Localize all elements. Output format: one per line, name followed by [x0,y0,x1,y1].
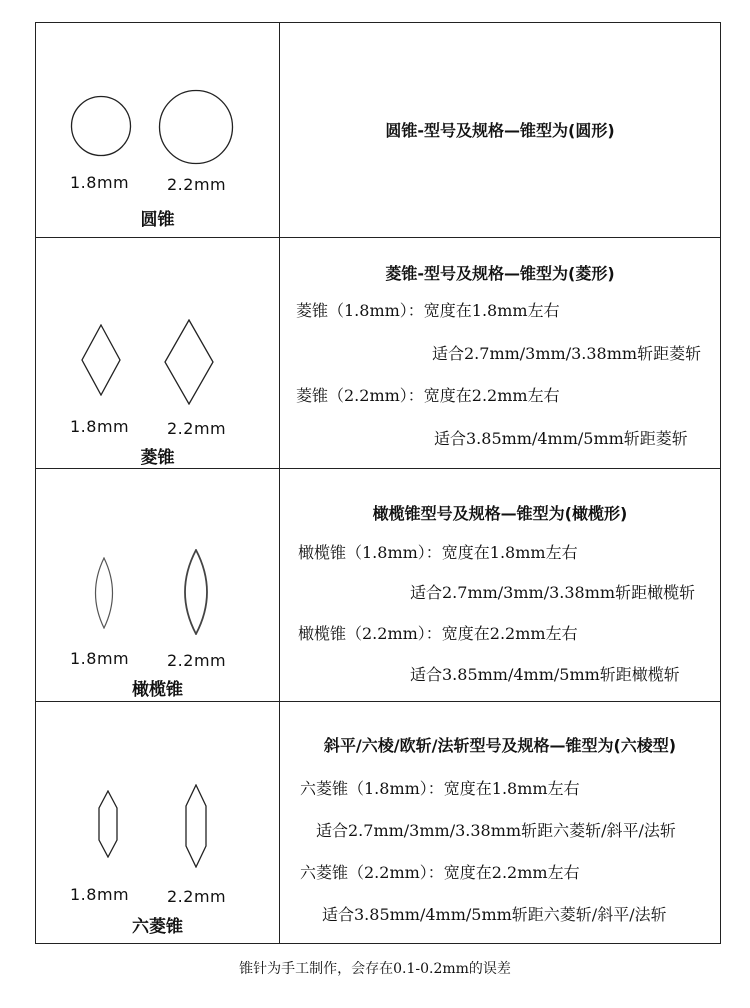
circle-small-icon [70,95,132,157]
size-label-small: 1.8mm [70,173,130,192]
rhombus-small-icon [80,324,122,396]
illustration-cell [36,469,280,701]
spec-line: 适合3.85mm/4mm/5mm斩距橄榄斩 [410,665,680,684]
spec-line: 六菱锥（2.2mm）：宽度在2.2mm左右 [300,863,580,882]
rhombus-large-icon [163,319,215,405]
awl-name: 橄榄锥 [132,680,183,700]
size-label-small: 1.8mm [70,885,130,904]
illustration-cell [36,23,280,237]
row-title: 斜平/六棱/欧斩/法斩型号及规格—锥型为(六棱型) [323,736,677,755]
spec-line: 六菱锥（1.8mm）：宽度在1.8mm左右 [300,779,580,798]
row-title: 圆锥-型号及规格—锥型为(圆形) [385,121,615,140]
spec-line: 适合2.7mm/3mm/3.38mm斩距菱斩 [432,344,702,363]
row-rhombus-awl [36,238,720,469]
description-cell [280,702,720,943]
spec-line: 橄榄锥（1.8mm）：宽度在1.8mm左右 [298,543,578,562]
row-title: 橄榄锥型号及规格—锥型为(橄榄形) [372,504,628,523]
spec-line: 适合3.85mm/4mm/5mm斩距菱斩 [434,429,688,448]
spec-table [35,22,721,944]
description-cell [280,469,720,701]
size-label-large: 2.2mm [167,175,227,194]
olive-small-icon [89,557,119,629]
illustration-cell [36,702,280,943]
awl-name: 圆锥 [140,210,175,230]
row-hexagon-awl [36,702,720,943]
size-label-small: 1.8mm [70,649,130,668]
hexagon-large-icon [184,784,208,868]
spec-line: 适合2.7mm/3mm/3.38mm斩距橄榄斩 [410,583,696,602]
row-olive-awl [36,469,720,702]
spec-line: 适合3.85mm/4mm/5mm斩距六菱斩/斜平/法斩 [322,905,667,924]
awl-name: 六菱锥 [132,917,183,937]
size-label-large: 2.2mm [167,651,227,670]
size-label-large: 2.2mm [167,419,227,438]
spec-line: 菱锥（1.8mm）：宽度在1.8mm左右 [296,301,560,320]
illustration-cell [36,238,280,468]
footer-note: 锥针为手工制作，会存在0.1-0.2mm的误差 [239,961,511,977]
circle-large-icon [158,89,234,165]
row-round-awl [36,23,720,238]
row-title: 菱锥-型号及规格—锥型为(菱形) [385,264,615,283]
spec-line: 橄榄锥（2.2mm）：宽度在2.2mm左右 [298,624,578,643]
size-label-large: 2.2mm [167,887,227,906]
awl-name: 菱锥 [140,448,175,468]
spec-line: 菱锥（2.2mm）：宽度在2.2mm左右 [296,386,560,405]
hexagon-small-icon [97,790,119,858]
size-label-small: 1.8mm [70,417,130,436]
description-cell [280,238,720,468]
description-cell [280,23,720,237]
spec-line: 适合2.7mm/3mm/3.38mm斩距六菱斩/斜平/法斩 [316,821,676,840]
olive-large-icon [177,549,215,635]
